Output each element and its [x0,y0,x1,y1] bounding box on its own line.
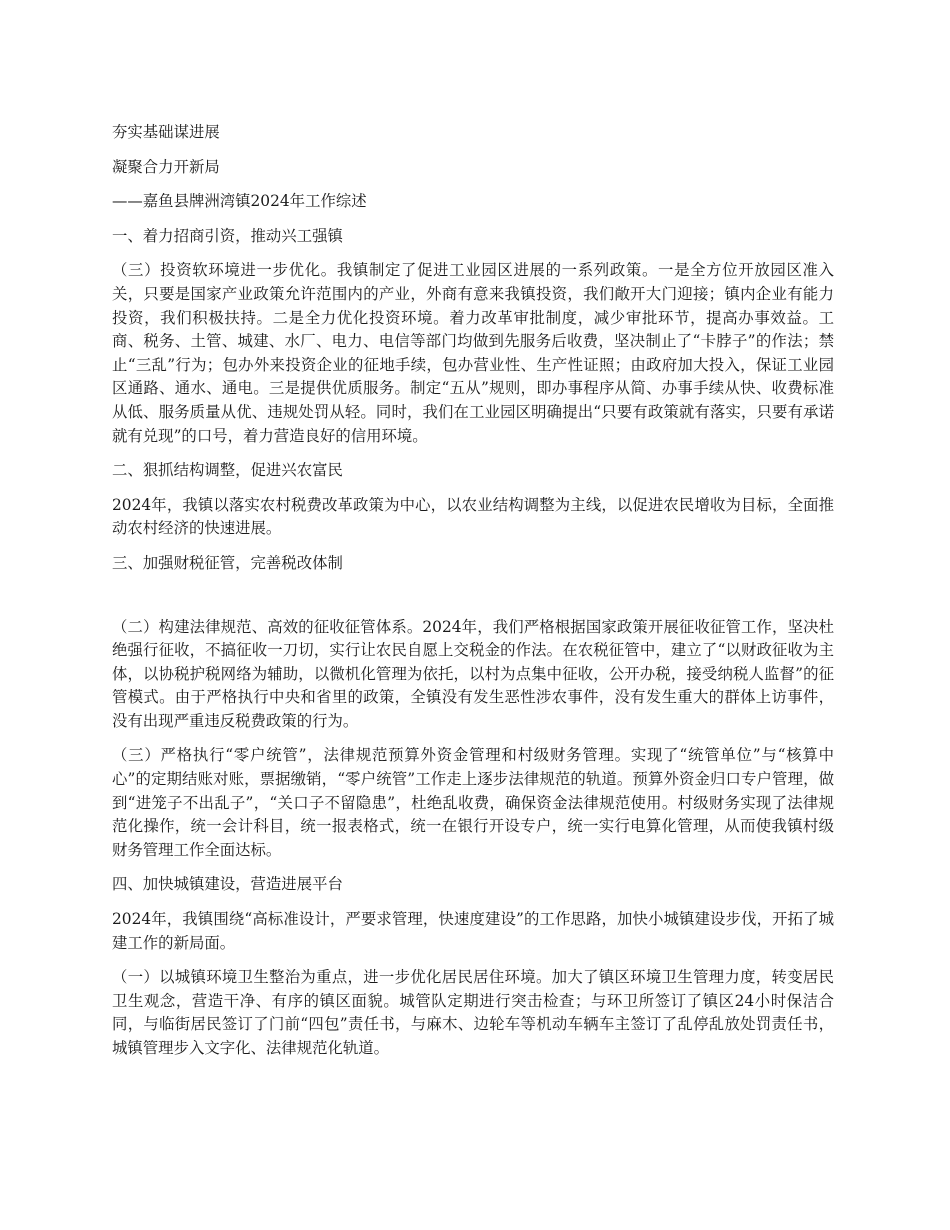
section-heading-2: 二、狠抓结构调整，促进兴农富民 [112,461,343,480]
paragraph-agriculture: 2024年，我镇以落实农村税费改革政策为中心，以农业结构调整为主线，以促进农民增收为目标，全面推动农村经济的快速进展。 [112,495,834,538]
document-body [112,121,834,1072]
paragraph-town-construction: 2024年，我镇围绕“高标准设计，严要求管理，快速度建设”的工作思路，加快小城镇建设步伐，开拓了城建工作的新局面。 [112,910,834,952]
section-heading-4: 四、加快城镇建设，营造进展平台 [112,875,343,894]
section-heading-3: 三、加强财税征管，完善税改体制 [112,553,343,572]
subtitle: ——嘉鱼县牌洲湾镇2024年工作综述 [112,192,367,211]
paragraph-investment-environment: （三）投资软环境进一步优化。我镇制定了促进工业园区进展的一系列政策。一是全方位开放园区准入关，只要是国家产业政策允许范围内的产业，外商有意来我镇投资，我们敞开大门迎接；镇内企业有能力投资，我们积极扶持。二是全力优化投资环境。着力改革审批制度，减少审批环节，提高办事效益。工商、税务、土管、城建、水厂、电力、电信等部门均做到先服务后收费，坚决制止了“卡脖子”的作法；禁止“三乱”行为；包办外来投资企业的征地手续，包办营业性、生产性证照；由政府加大投入，保证工业园区通路、通水、通电。三是提供优质服务。制定“五从”规则，即办事程序从简、办事手续从快、收费标准从低、服务质量从优、违规处罚从轻。同时，我们在工业园区明确提出“只要有政策就有落实，只要有承诺就有兑现”的口号，着力营造良好的信用环境。 [112,261,834,445]
title-line-1: 夯实基础谋进展 [112,123,220,141]
paragraph-tax-collection-system: （二）构建法律规范、高效的征收征管体系。2024年，我们严格根据国家政策开展征收征管工作，坚决杜绝强行征收，不搞征收一刀切，实行让农民自愿上交税金的作法。在农税征管中，建立了“以财政征收为主体，以协税护税网络为辅助，以微机化管理为依托，以村为点集中征收，公开办税，接受纳税人监督”的征管模式。由于严格执行中央和省里的政策，全镇没有发生恶性涉农事件，没有发生重大的群体上访事件，没有出现严重违反税费政策的行为。 [112,617,834,730]
section-heading-1: 一、着力招商引资，推动兴工强镇 [112,226,343,245]
paragraph-zero-household-management: （三）严格执行“零户统管”，法律规范预算外资金管理和村级财务管理。实现了“统管单位”与“核算中心”的定期结账对账，票据缴销，“零户统管”工作走上逐步法律规范的轨道。预算外资金归口专户管理，做到“进笼子不出乱子”，“关口子不留隐患”，杜绝乱收费，确保资金法律规范使用。村级财务实现了法律规范化操作，统一会计科目，统一报表格式，统一在银行开设专户，统一实行电算化管理，从而使我镇村级财务管理工作全面达标。 [112,746,834,859]
paragraph-sanitation: （一）以城镇环境卫生整治为重点，进一步优化居民居住环境。加大了镇区环境卫生管理力度，转变居民卫生观念，营造干净、有序的镇区面貌。城管队定期进行突击检查；与环卫所签订了镇区24小时保洁合同，与临街居民签订了门前“四包”责任书，与麻木、边轮车等机动车辆车主签订了乱停乱放处罚责任书，城镇管理步入文字化、法律规范化轨道。 [112,968,834,1057]
title-line-2: 凝聚合力开新局 [112,157,220,176]
